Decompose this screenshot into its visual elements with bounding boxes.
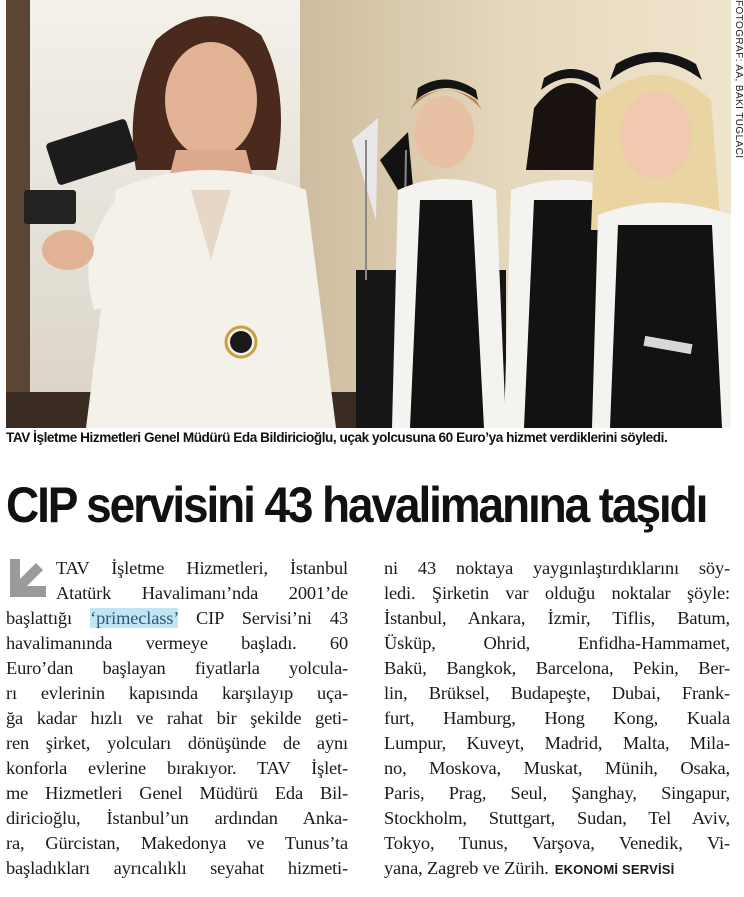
body-line: İstanbul, Ankara, İzmir, Tiflis, Batum, (384, 608, 730, 628)
byline: EKONOMİ SERVİSİ (554, 862, 675, 877)
body-line: ren şirket, yolcuları dönüşünde de aynı (6, 733, 348, 753)
body-line: furt, Hamburg, Hong Kong, Kuala (384, 708, 730, 728)
body-line: diricioğlu, İstanbul’un ardından Anka- (6, 808, 348, 828)
body-line (6, 607, 348, 629)
body-line: ledi. Şirketin var olduğu noktalar şöyle: (384, 583, 730, 603)
news-photo (6, 0, 731, 428)
photo-caption: TAV İşletme Hizmetleri Genel Müdürü Eda Bildiricioğlu, uçak yolcusuna 60 Euro’ya hizmet verdiklerini söyledi. (6, 430, 668, 445)
body-line: TAV İşletme Hizmetleri, İstanbul (56, 558, 348, 578)
body-line: havalimanında vermeye başladı. 60 (6, 633, 348, 653)
headline: CIP servisini 43 havalimanına taşıdı (6, 477, 707, 533)
body-line: rı evlerinin kapısında karşılayıp uça- (6, 683, 348, 703)
body-line: ğa kadar hızlı ve rahat bir şekilde geti- (6, 708, 348, 728)
body-line: Euro’dan başlayan fiyatlarla yolcula- (6, 658, 348, 678)
photo-credit-text: FOTOĞRAF: AA, BAKİ TUĞLACI (733, 0, 744, 159)
body-line: Lumpur, Kuveyt, Madrid, Malta, Mila- (384, 733, 730, 753)
photo-credit (733, 0, 744, 200)
body-line: no, Moskova, Muskat, Münih, Osaka, (384, 758, 730, 778)
body-line: Üsküp, Ohrid, Enfidha-Hammamet, (384, 633, 730, 653)
body-line: Atatürk Havalimanı’nda 2001’de (56, 583, 348, 603)
body-line: Bakü, Bangkok, Barcelona, Pekin, Ber- (384, 658, 730, 678)
body-line: me Hizmetleri Genel Müdürü Eda Bil- (6, 783, 348, 803)
body-line: Stockholm, Stuttgart, Sudan, Tel Aviv, (384, 808, 730, 828)
body-line: ra, Gürcistan, Makedonya ve Tunus’ta (6, 833, 348, 853)
body-line-last (384, 857, 675, 881)
body-line: başladıkları ayrıcalıklı seyahat hizmeti- (6, 858, 348, 878)
body-line: Paris, Prag, Seul, Şanghay, Singapur, (384, 783, 730, 803)
body-text: yana, Zagreb ve Zürih. (384, 858, 549, 878)
body-text: CIP Servisi’ni 43 (177, 608, 348, 628)
highlighted-brand: ‘primeclass’ (90, 608, 178, 628)
body-text: başlattığı (6, 608, 91, 628)
body-line: ni 43 noktaya yaygınlaştırdıklarını söy- (384, 558, 730, 578)
body-line: Tokyo, Tunus, Varşova, Venedik, Vi- (384, 833, 730, 853)
photo-scene (6, 0, 731, 428)
lead-arrow-icon (6, 557, 50, 599)
body-line: konforla evlerine bırakıyor. TAV İşlet- (6, 758, 348, 778)
body-line: lin, Brüksel, Budapeşte, Dubai, Frank- (384, 683, 730, 703)
